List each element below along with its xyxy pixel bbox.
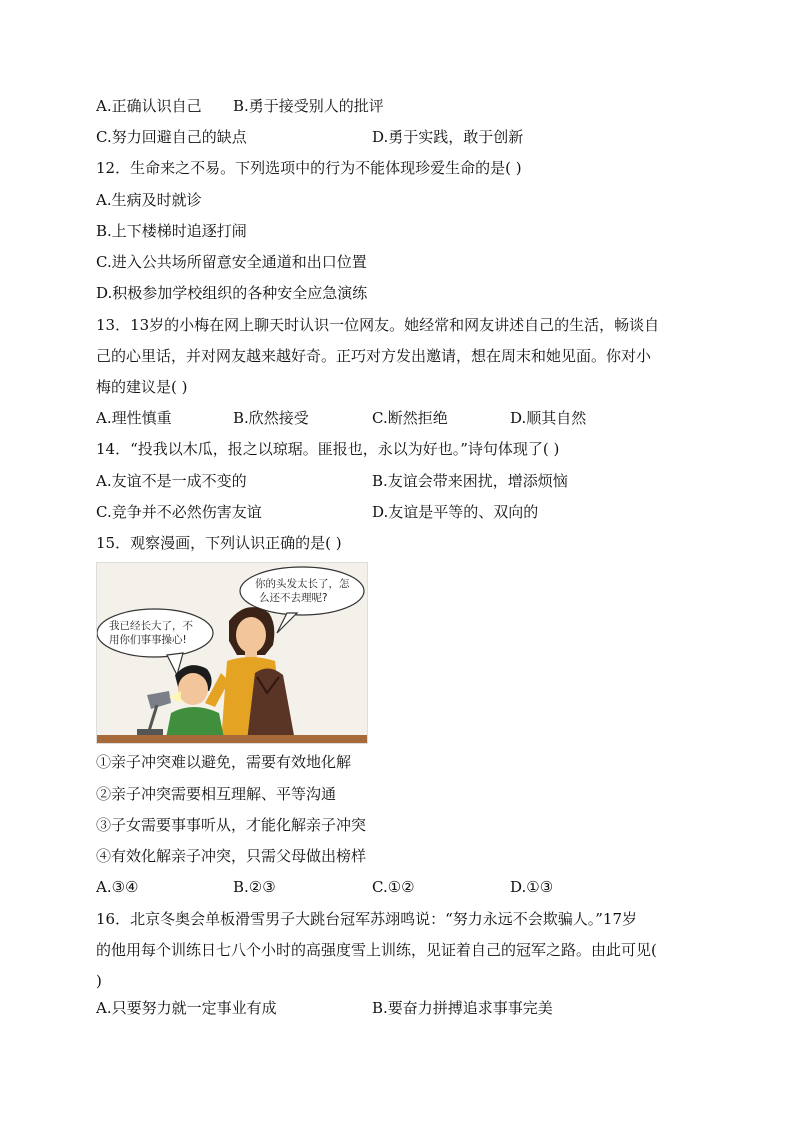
- q12-option-b[interactable]: B.上下楼梯时追逐打闹: [96, 222, 247, 240]
- q11-option-a[interactable]: A.正确认识自己: [96, 97, 202, 115]
- q11-options-row2: [96, 126, 524, 148]
- q15-option-a[interactable]: A.③④: [96, 878, 139, 896]
- q13-option-b[interactable]: B.欣然接受: [233, 409, 309, 427]
- q13-stem-line1: 13．13岁的小梅在网上聊天时认识一位网友。她经常和网友讲述自己的生活，畅谈自: [96, 316, 660, 334]
- q12-option-a[interactable]: A.生病及时就诊: [96, 191, 202, 209]
- q11-option-b[interactable]: B.勇于接受别人的批评: [233, 97, 384, 115]
- q14-option-d[interactable]: D.友谊是平等的、双向的: [372, 503, 539, 521]
- mother-speech-line1: 你的头发太长了，怎: [255, 578, 350, 590]
- q14-options-row1: [96, 470, 568, 492]
- q12-option-d[interactable]: D.积极参加学校组织的各种安全应急演练: [96, 284, 368, 302]
- q14-option-a[interactable]: A.友谊不是一成不变的: [96, 472, 247, 490]
- q16-options-row1: [96, 997, 553, 1019]
- q16-stem-line2: 的他用每个训练日七八个小时的高强度雪上训练，见证着自己的冠军之路。由此可见(: [96, 941, 657, 959]
- q11-option-d[interactable]: D.勇于实践，敢于创新: [372, 128, 524, 146]
- q13-option-c[interactable]: C.断然拒绝: [372, 409, 448, 427]
- q15-stem: 15．观察漫画，下列认识正确的是( ): [96, 534, 342, 552]
- q13-option-d[interactable]: D.顺其自然: [510, 409, 587, 427]
- q12-option-c[interactable]: C.进入公共场所留意安全通道和出口位置: [96, 253, 367, 271]
- q11-option-c[interactable]: C.努力回避自己的缺点: [96, 128, 247, 146]
- q15-option-c[interactable]: C.①②: [372, 878, 415, 896]
- q15-statement-1: ①亲子冲突难以避免，需要有效地化解: [96, 753, 352, 771]
- q14-options-row2: [96, 501, 539, 523]
- q15-statement-3: ③子女需要事事听从，才能化解亲子冲突: [96, 816, 367, 834]
- son-speech-line2: 用你们事事操心!: [109, 634, 187, 646]
- q13-stem-line2: 己的心里话，并对网友越来越好奇。正巧对方发出邀请，想在周末和她见面。你对小: [96, 347, 652, 365]
- q16-option-b[interactable]: B.要奋力拼搏追求事事完美: [372, 999, 553, 1017]
- q15-statement-2: ②亲子冲突需要相互理解、平等沟通: [96, 785, 337, 803]
- q16-option-a[interactable]: A.只要努力就一定事业有成: [96, 999, 277, 1017]
- q15-cartoon-image: [96, 562, 368, 744]
- q13-option-a[interactable]: A.理性慎重: [96, 409, 172, 427]
- q14-option-b[interactable]: B.友谊会带来困扰，增添烦恼: [372, 472, 568, 490]
- q11-options-row1: [96, 95, 384, 117]
- q15-statement-4: ④有效化解亲子冲突，只需父母做出榜样: [96, 847, 367, 865]
- mother-speech-line2: 么还不去理呢?: [259, 592, 328, 604]
- q13-stem-line3: 梅的建议是( ): [96, 378, 188, 396]
- son-speech-line1: 我已经长大了，不: [109, 620, 193, 632]
- q14-stem: 14．“投我以木瓜，报之以琼琚。匪报也，永以为好也。”诗句体现了( ): [96, 440, 560, 458]
- q15-option-b[interactable]: B.②③: [233, 878, 276, 896]
- q14-option-c[interactable]: C.竞争并不必然伤害友谊: [96, 503, 262, 521]
- q16-stem-line1: 16．北京冬奥会单板滑雪男子大跳台冠军苏翊鸣说：“努力永远不会欺骗人。”17岁: [96, 910, 638, 928]
- q15-option-d[interactable]: D.①③: [510, 878, 554, 896]
- q16-stem-line3: ): [96, 972, 102, 990]
- q12-stem: 12．生命来之不易。下列选项中的行为不能体现珍爱生命的是( ): [96, 159, 522, 177]
